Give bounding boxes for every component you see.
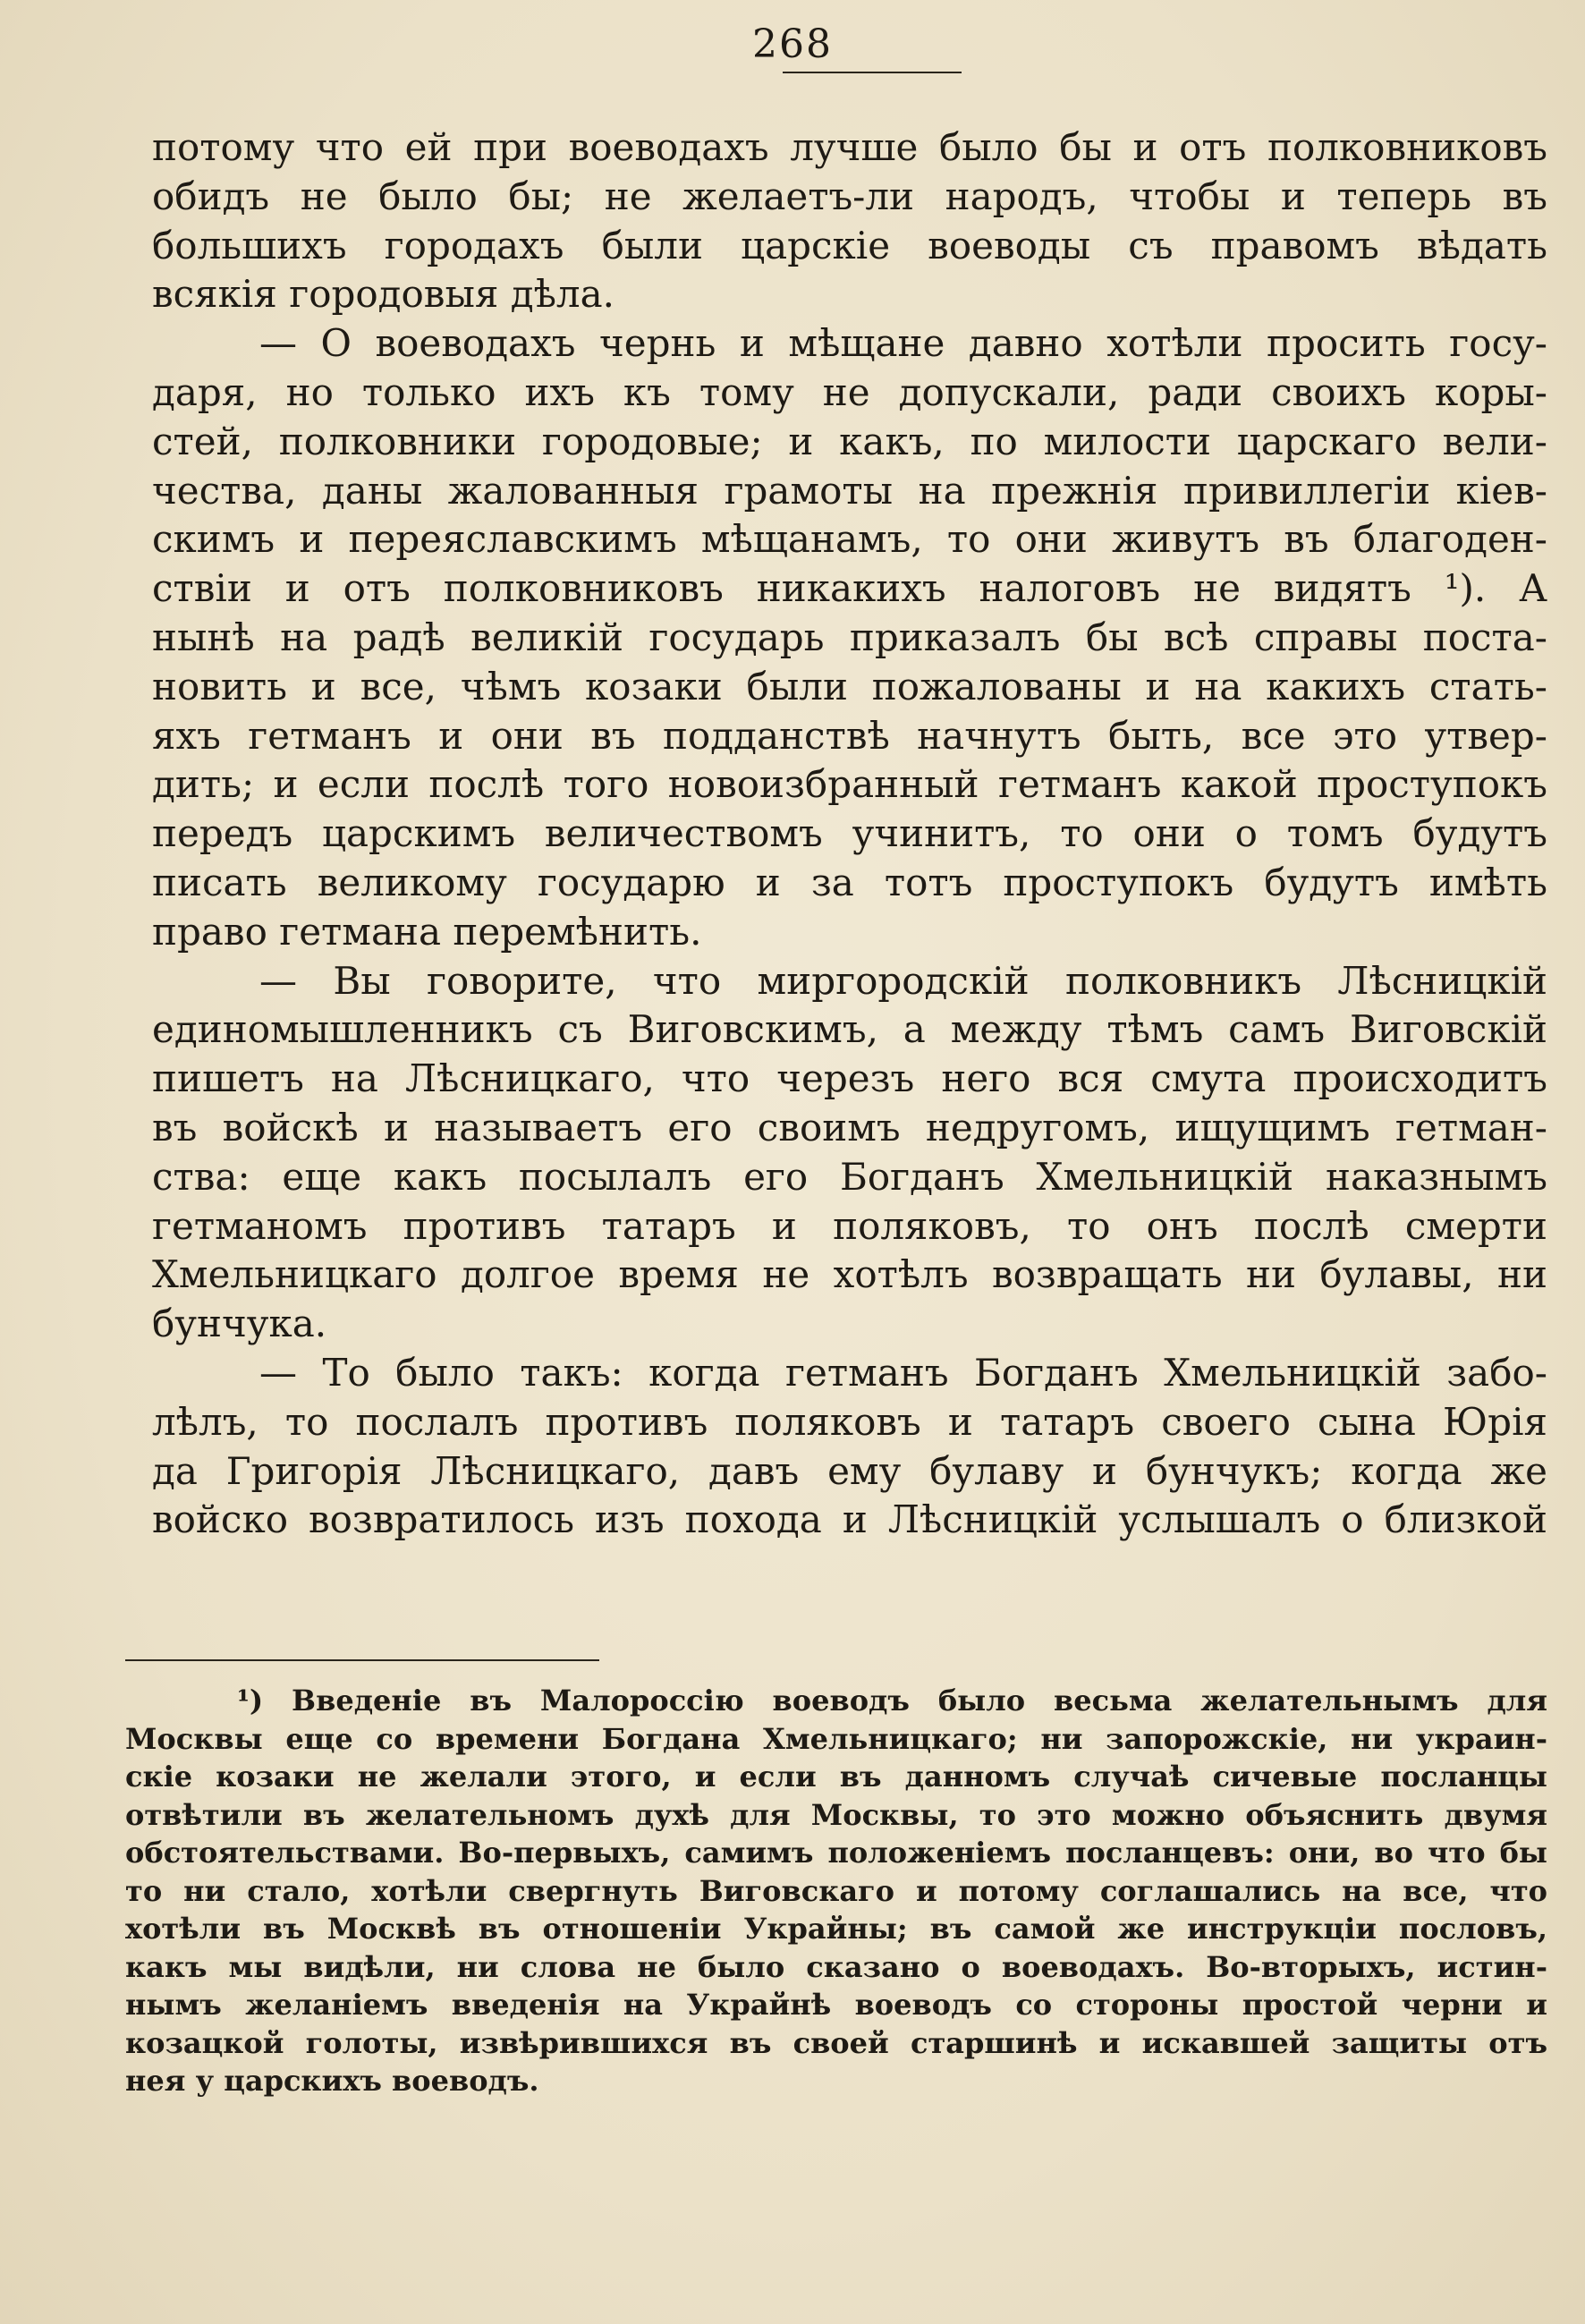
main-text <box>152 123 1547 1545</box>
text-line: въ войскѣ и называетъ его своимъ недругомъ, ищущимъ гетман- <box>152 1105 1547 1149</box>
footnote-rule <box>125 1659 599 1661</box>
paragraph <box>152 1349 1547 1545</box>
text-line: стей, полковники городовые; и какъ, по милости царскаго вели- <box>152 419 1547 463</box>
paragraph <box>152 319 1547 956</box>
footnote-line: козацкой голоты, извѣрившихся въ своей старшинѣ и искавшей защиты отъ <box>125 2025 1547 2060</box>
footnote-line: Москвы еще со времени Богдана Хмельницкаго; ни запорожскіе, ни украин- <box>125 1721 1547 1756</box>
text-line: скимъ и переяславскимъ мѣщанамъ, то они живутъ въ благоден- <box>152 517 1547 562</box>
text-line: да Григорія Лѣсницкаго, давъ ему булаву и бунчукъ; когда же <box>152 1448 1547 1493</box>
text-line: писать великому государю и за тотъ проступокъ будутъ имѣть <box>152 860 1547 904</box>
text-line: — То было такъ: когда гетманъ Богданъ Хмельницкій забо- <box>259 1350 1547 1395</box>
text-line: всякія городовыя дѣла. <box>152 272 615 317</box>
text-line: передъ царскимъ величествомъ учинитъ, то они о томъ будутъ <box>152 811 1547 856</box>
footnote-line: то ни стало, хотѣли свергнуть Виговскаго и потому соглашались на все, что <box>125 1873 1547 1908</box>
text-line: — О воеводахъ чернь и мѣщане давно хотѣли просить госу- <box>259 321 1547 366</box>
text-line: дить; и если послѣ того новоизбранный гетманъ какой проступокъ <box>152 762 1547 807</box>
footnote-line: скіе козаки не желали этого, и если въ данномъ случаѣ сичевые посланцы <box>125 1760 1547 1794</box>
text-line: обидъ не было бы; не желаетъ-ли народъ, чтобы и теперь въ <box>152 174 1547 218</box>
footnote-line: какъ мы видѣли, ни слова не было сказано о воеводахъ. Во-вторыхъ, истин- <box>125 1949 1547 1984</box>
text-line: бунчука. <box>152 1302 327 1346</box>
text-line: даря, но только ихъ къ тому не допускали, ради своихъ коры- <box>152 369 1547 414</box>
footnote-line: ¹) Введеніе въ Малороссію воеводъ было весьма желательнымъ для <box>237 1684 1547 1718</box>
text-line: нынѣ на радѣ великій государь приказалъ бы всѣ справы поста- <box>152 615 1547 659</box>
page-number-rule <box>783 72 962 73</box>
text-line: большихъ городахъ были царскіе воеводы съ правомъ вѣдать <box>152 223 1547 267</box>
text-line: ствіи и отъ полковниковъ никакихъ налоговъ не видятъ ¹). А <box>152 566 1547 611</box>
footnote-line: отвѣтили въ желательномъ духѣ для Москвы, то это можно объяснить двумя <box>125 1797 1547 1832</box>
text-line: гетманомъ противъ татаръ и поляковъ, то онъ послѣ смерти <box>152 1203 1547 1248</box>
footnote <box>125 1682 1547 2100</box>
text-line: лѣлъ, то послалъ противъ поляковъ и татаръ своего сына Юрія <box>152 1399 1547 1444</box>
text-line: ства: еще какъ посылалъ его Богданъ Хмельницкій наказнымъ <box>152 1154 1547 1199</box>
paragraph <box>152 123 1547 319</box>
text-line: чества, даны жалованныя грамоты на прежнія привиллегіи кіев- <box>152 468 1547 513</box>
text-line: единомышленникъ съ Виговскимъ, а между тѣмъ самъ Виговскій <box>152 1007 1547 1052</box>
footnote-line: нымъ желаніемъ введенія на Украйнѣ воеводъ со стороны простой черни и <box>125 1988 1547 2022</box>
text-line: Хмельницкаго долгое время не хотѣлъ возвращать ни булавы, ни <box>152 1252 1547 1297</box>
text-line: пишетъ на Лѣсницкаго, что черезъ него вся смута происходитъ <box>152 1056 1547 1101</box>
paragraph <box>152 957 1547 1349</box>
text-line: новить и все, чѣмъ козаки были пожалованы и на какихъ стать- <box>152 664 1547 708</box>
text-line: — Вы говорите, что миргородскій полковникъ Лѣсницкій <box>259 958 1547 1003</box>
footnote-line: нея у царскихъ воеводъ. <box>125 2064 539 2098</box>
text-line: яхъ гетманъ и они въ подданствѣ начнутъ быть, все это утвер- <box>152 713 1547 758</box>
footnote-line: хотѣли въ Москвѣ въ отношеніи Украйны; въ самой же инструкціи пословъ, <box>125 1912 1547 1946</box>
page-number: 268 <box>752 21 833 67</box>
text-line: войско возвратилось изъ похода и Лѣсницкій услышалъ о близкой <box>152 1497 1547 1542</box>
text-line: потому что ей при воеводахъ лучше было бы и отъ полковниковъ <box>152 125 1547 169</box>
text-line: право гетмана перемѣнить. <box>152 909 702 954</box>
footnote-line: обстоятельствами. Во-первыхъ, самимъ положеніемъ посланцевъ: они, во что бы <box>125 1836 1547 1870</box>
